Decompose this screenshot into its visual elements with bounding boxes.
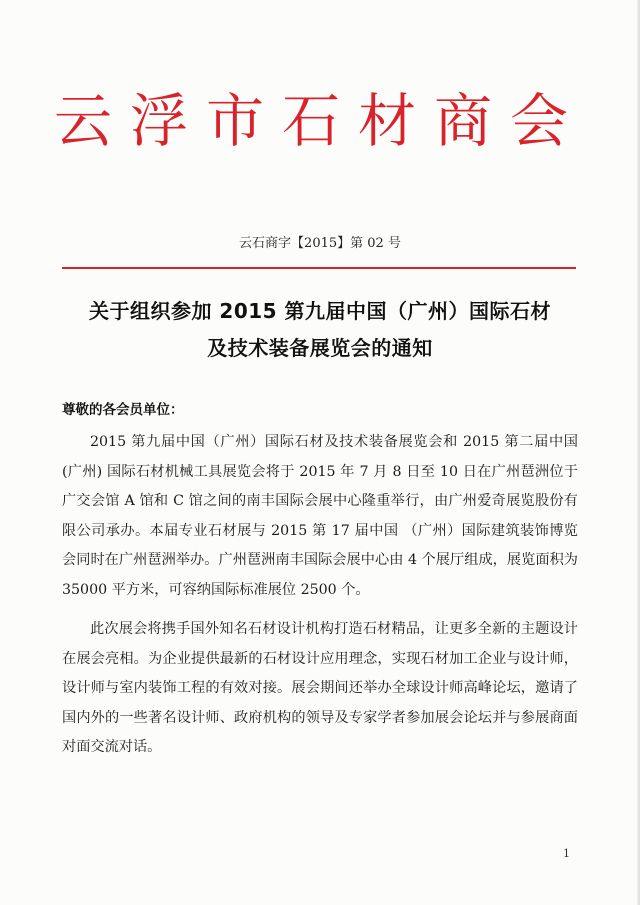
salutation: 尊敬的各会员单位： xyxy=(62,402,184,418)
body-paragraph-1: 2015 第九届中国（广州）国际石材及技术装备展览会和 2015 第二届中国(广州) 国际石材机械工具展览会将于 2015 年 7 月 8 日至 10 日在广州琶洲位于广交会馆 A 馆和 C 馆之间的南丰国际会展中心隆重举行，由广州爱奇展览股份有限公司承办。本届专业石材展与 2015 第 17 届中国 （广州）国际建筑装饰博览会同时在广州琶洲举办。广州琶洲南丰国际会展中心由 4 个展厅组成，展览面积为 35000 平方米，可容纳国际标准展位 2500 个。 xyxy=(62,434,578,598)
page-number: 1 xyxy=(563,847,570,860)
organization-header: 云浮市石材商会 xyxy=(53,87,586,155)
notice-title-line-2: 及技术装备展览会的通知 xyxy=(207,336,433,360)
notice-title-line-1: 关于组织参加 2015 第九届中国（广州）国际石材 xyxy=(88,299,552,323)
red-divider-line xyxy=(62,267,576,269)
document-number: 云石商字【2015】第 02 号 xyxy=(239,236,401,251)
body-paragraph-2: 此次展会将携手国外知名石材设计机构打造石材精品，让更多全新的主题设计在展会亮相。为企业提供最新的石材设计应用理念，实现石材加工企业与设计师，设计师与室内装饰工程的有效对接。展会期间还举办全球设计师高峰论坛，邀请了国内外的一些著名设计师、政府机构的领导及专家学者参加展会论坛并与参展商面对面交流对话。 xyxy=(62,621,578,755)
